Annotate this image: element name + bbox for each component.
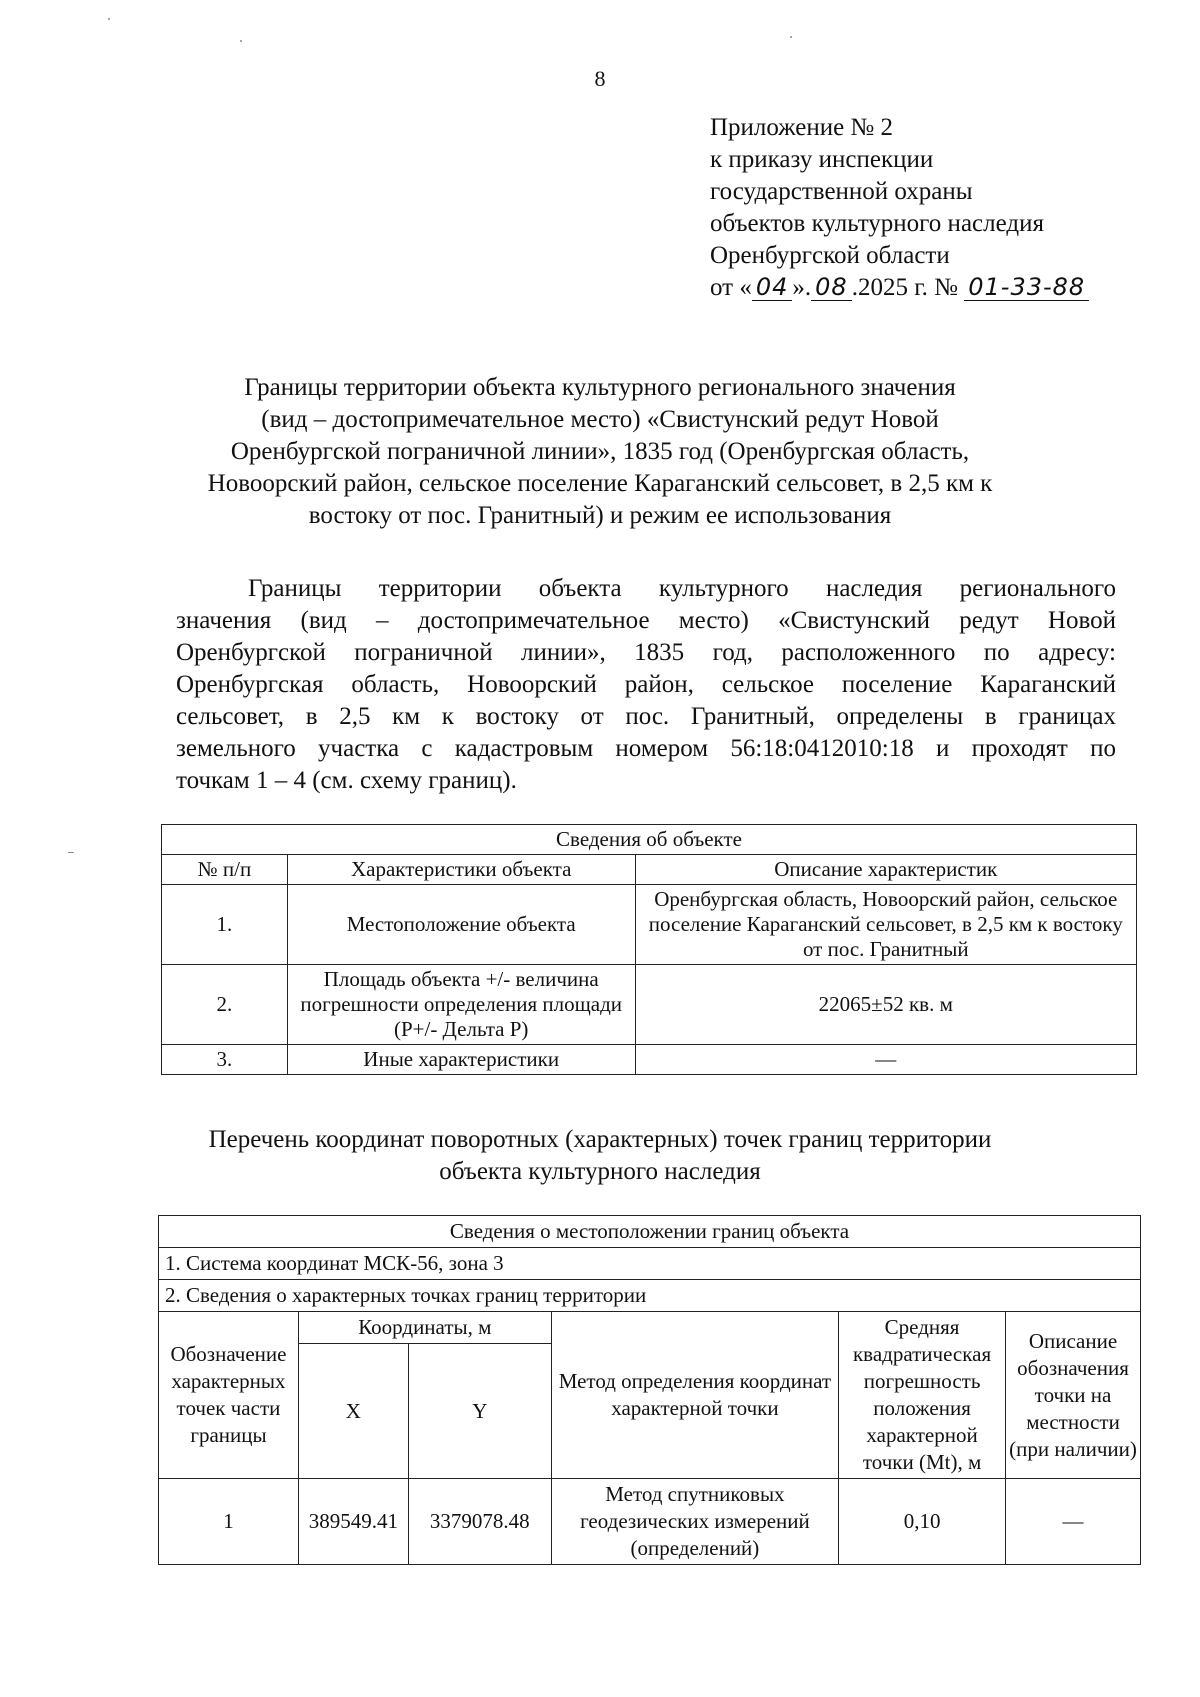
page-number: 8 [594,66,606,91]
appendix-header [710,112,1170,304]
body-paragraph [176,573,1116,797]
object-info-table [161,824,1137,1075]
date-suffix: .2025 г. № [851,274,958,301]
row-description: Оренбургская область, Новоорский район, сельское поселение Караганский сельсовет, в 2,5 км к востоку от пос. Гранитный [635,885,1136,965]
paragraph-line: Границы территории объекта культурного наследия регионального [248,575,1116,602]
paragraph-line: Оренбургской пограничной линии», 1835 год, расположенного по адресу: [176,639,1116,666]
row-characteristic: Иные характеристики [287,1045,635,1075]
cell-x: 389549.41 [298,1479,408,1565]
coordinates-heading [150,1124,1050,1188]
row-characteristic: Площадь объекта +/- величина погрешности определения площади (P+/- Дельта P) [287,965,635,1045]
cell-description: — [1006,1479,1141,1565]
row-characteristic: Местоположение объекта [287,885,635,965]
title-line: востоку от пос. Гранитный) и режим ее использования [308,502,892,529]
cell-y: 3379078.48 [408,1479,551,1565]
table-caption: Сведения об объекте [162,825,1137,855]
appendix-line: Оренбургской области [710,242,950,269]
title-line: (вид – достопримечательное место) «Свистунский редут Новой [261,406,939,433]
column-header-error: Средняя квадратическая погрешность положения характерной точки (Mt), м [839,1312,1006,1479]
table-caption-row [159,1216,1141,1248]
column-header: Характеристики объекта [287,855,635,885]
paragraph-line: значения (вид – достопримечательное место) «Свистунский редут Новой [176,607,1116,634]
date-prefix: от « [710,274,752,301]
column-header-coordinates: Координаты, м [298,1312,551,1344]
heading-line: объекта культурного наследия [439,1158,761,1185]
appendix-line: к приказу инспекции [710,146,934,173]
points-title: 2. Сведения о характерных точках границ территории [159,1280,1141,1312]
scan-speck [108,18,110,20]
coordinate-system-row [159,1248,1141,1280]
appendix-line: государственной охраны [710,178,973,205]
title-line: Границы территории объекта культурного регионального значения [244,374,956,401]
row-description: 22065±52 кв. м [635,965,1136,1045]
appendix-line: Приложение № 2 [710,114,894,141]
column-header: Описание характеристик [635,855,1136,885]
row-number: 1. [162,885,288,965]
column-header-y: Y [408,1344,551,1479]
coordinate-system: 1. Система координат МСК-56, зона 3 [159,1248,1141,1280]
cell-method: Метод спутниковых геодезических измерений (определений) [551,1479,838,1565]
scan-speck [790,36,792,38]
row-number: 2. [162,965,288,1045]
title-line: Новоорский район, сельское поселение Караганский сельсовет, в 2,5 км к [207,470,993,497]
date-separator: ». [792,274,812,301]
table-row [162,1045,1137,1075]
paragraph-line: точкам 1 – 4 (см. схему границ). [176,767,517,794]
column-header-point: Обозначение характерных точек части границы [159,1312,299,1479]
column-header-x: X [298,1344,408,1479]
order-date-line [710,272,1170,304]
table-header-row [159,1312,1141,1344]
points-title-row [159,1280,1141,1312]
paragraph-line: земельного участка с кадастровым номером 56:18:0412010:18 и проходят по [176,735,1116,762]
table-row [162,965,1137,1045]
handwritten-day: 04 [752,274,793,301]
column-header: № п/п [162,855,288,885]
table-header-row [162,855,1137,885]
column-header-method: Метод определения координат характерной точки [551,1312,838,1479]
cell-point: 1 [159,1479,299,1565]
title-line: Оренбургской пограничной линии», 1835 год (Оренбургская область, [230,438,970,465]
scan-speck [240,40,242,42]
document-title [150,372,1050,532]
heading-line: Перечень координат поворотных (характерных) точек границ территории [208,1126,992,1153]
cell-error: 0,10 [839,1479,1006,1565]
row-description: — [635,1045,1136,1075]
table-row [159,1479,1141,1565]
coordinates-table [158,1215,1141,1565]
row-number: 3. [162,1045,288,1075]
appendix-line: объектов культурного наследия [710,210,1044,237]
handwritten-order-number: 01-33-88 [964,274,1089,301]
paragraph-line: сельсовет, в 2,5 км к востоку от пос. Гранитный, определены в границах [176,703,1116,730]
handwritten-month: 08 [811,274,852,301]
paragraph-line: Оренбургская область, Новоорский район, сельское поселение Караганский [176,671,1116,698]
table-caption: Сведения о местоположении границ объекта [159,1216,1141,1248]
scan-speck [68,852,74,853]
table-caption-row [162,825,1137,855]
column-header-description: Описание обозначения точки на местности (при наличии) [1006,1312,1141,1479]
table-row [162,885,1137,965]
